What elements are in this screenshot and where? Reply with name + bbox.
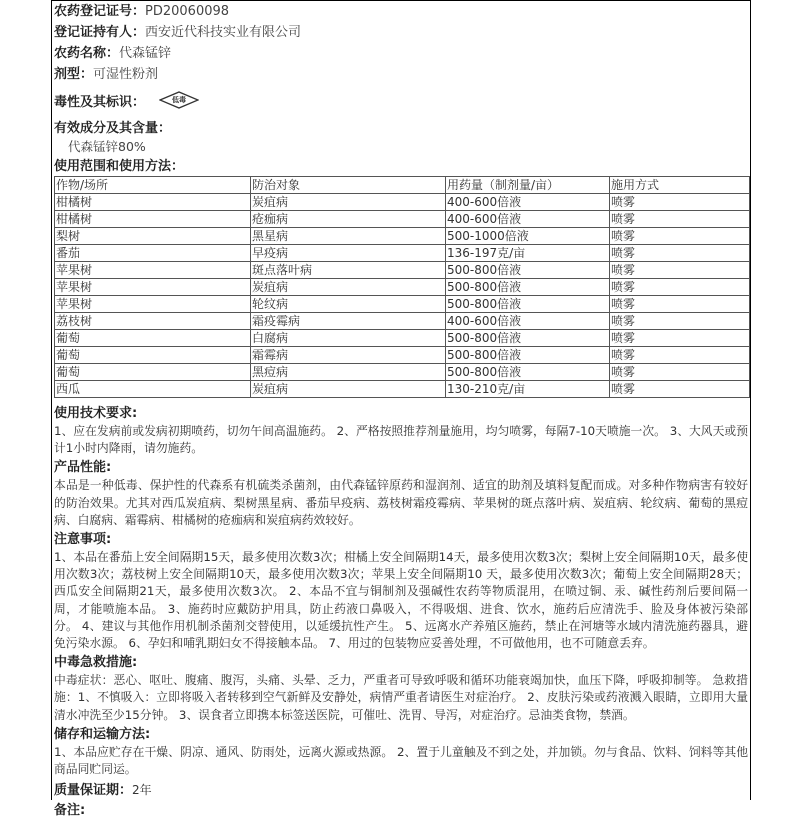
table-row <box>55 330 750 347</box>
holder-name: 西安近代科技实业有限公司 <box>145 25 302 40</box>
table-cell: 喷雾 <box>610 262 750 279</box>
table-cell: 400-600倍液 <box>446 313 610 330</box>
table-cell: 梨树 <box>55 228 251 245</box>
table-cell: 苹果树 <box>55 296 251 313</box>
table-cell: 500-800倍液 <box>446 364 610 381</box>
precautions-heading: 注意事项: <box>54 532 112 548</box>
formulation-row <box>54 64 748 85</box>
table-cell: 疮痂病 <box>251 211 446 228</box>
label: 农药登记证号： <box>54 4 146 19</box>
table-row <box>55 296 750 313</box>
holder-row <box>54 22 748 43</box>
table-cell: 黑痘病 <box>251 364 446 381</box>
storage-text: 1、本品应贮存在干燥、阴凉、通风、防雨处，远离火源或热源。 2、置于儿童触及不到之处，并加锁。勿与食品、饮料、饲料等其他商品同贮同运。 <box>54 744 748 777</box>
registration-number-row <box>54 1 748 22</box>
table-row <box>55 347 750 364</box>
shelf-life: 2年 <box>132 783 152 798</box>
table-cell: 西瓜 <box>55 381 251 398</box>
first-aid-heading: 中毒急救措施: <box>54 655 138 671</box>
column-header: 防治对象 <box>251 177 446 194</box>
label: 剂型： <box>54 67 94 82</box>
table-cell: 喷雾 <box>610 364 750 381</box>
table-cell: 400-600倍液 <box>446 194 610 211</box>
column-header: 用药量（制剂量/亩） <box>446 177 610 194</box>
table-row <box>55 228 750 245</box>
table-row <box>55 364 750 381</box>
table-cell: 喷雾 <box>610 228 750 245</box>
pesticide-registration-document <box>51 0 751 819</box>
storage-heading: 储存和运输方法: <box>54 726 151 742</box>
formulation: 可湿性粉剂 <box>93 67 159 82</box>
label: 登记证持有人： <box>54 25 146 40</box>
table-cell: 炭疽病 <box>251 381 446 398</box>
usage-table <box>54 176 750 398</box>
table-cell: 500-800倍液 <box>446 262 610 279</box>
technique-heading: 使用技术要求: <box>54 406 138 421</box>
performance-text: 本品是一种低毒、保护性的代森系有机硫类杀菌剂，由代森锰锌原药和湿润剂、适宜的助剂及填料复配而成。对多种作物病害有较好的防治效果。尤其对西瓜炭疽病、梨树黑星病、番茄早疫病、荔枝树霜疫霉病、苹果树的斑点落叶病、炭疽病、轮纹病、葡萄的黑痘病、白腐病、霜霉病、柑橘树的疮痂病和炭疽病药效较好。 <box>54 478 748 527</box>
low-toxicity-diamond-icon <box>159 91 199 109</box>
pesticide-name-row <box>54 43 748 64</box>
table-cell: 喷雾 <box>610 211 750 228</box>
registration-number: PD20060098 <box>145 4 230 19</box>
table-cell: 喷雾 <box>610 296 750 313</box>
table-cell: 柑橘树 <box>55 194 251 211</box>
label: 毒性及其标识： <box>54 94 146 110</box>
table-cell: 炭疽病 <box>251 194 446 211</box>
table-cell: 轮纹病 <box>251 296 446 313</box>
ingredient-heading: 有效成分及其含量： <box>54 121 172 136</box>
table-cell: 500-800倍液 <box>446 347 610 364</box>
table-cell: 喷雾 <box>610 194 750 211</box>
column-header: 作物/场所 <box>55 177 251 194</box>
table-row <box>55 262 750 279</box>
table-cell: 喷雾 <box>610 330 750 347</box>
table-cell: 葡萄 <box>55 347 251 364</box>
table-cell: 番茄 <box>55 245 251 262</box>
table-cell: 斑点落叶病 <box>251 262 446 279</box>
shelf-life-row <box>54 781 748 800</box>
table-cell: 霜疫霉病 <box>251 313 446 330</box>
table-cell: 喷雾 <box>610 313 750 330</box>
table-row <box>55 381 750 398</box>
precautions-text: 1、本品在番茄上安全间隔期15天，最多使用次数3次；柑橘上安全间隔期14天，最多使用次数3次；梨树上安全间隔期10天，最多使用次数3次；荔枝树上安全间隔期10天，最多使用次数3次；苹果上安全间隔期10 天，最多使用次数3次；葡萄上安全间隔期28天；西瓜安全间隔期21天，最多使用次数3次。 2、本品不宜与铜制剂及强碱性农药等物质混用，在喷过铜、汞、碱性药剂后要间隔一周，才能喷施本品。 3、施药时应戴防护用具，防止药液口鼻吸入，不得吸烟、进食、饮水，施药后应清洗手、脸及身体被污染部分。 4、建议与其他作用机制杀菌剂交替使用，以延缓抗性产生。 5、远离水产养殖区施药，禁止在河塘等水域内清洗施药器具，避免污染水源。 6、孕妇和哺乳期妇女不得接触本品。 7、用过的包装物应妥善处理，不可做他用，也不可随意丢弃。 <box>54 550 748 651</box>
table-row <box>55 245 750 262</box>
first-aid-text: 中毒症状：恶心、呕吐、腹痛、腹泻，头痛、头晕、乏力，严重者可导致呼吸和循环功能衰竭加快，血压下降，呼吸抑制等。 急救措施：1、不慎吸入：立即将吸入者转移到空气新鲜及安静处，病情严重者请医生对症治疗。 2、皮肤污染或药液溅入眼睛，立即用大量清水冲洗至少15分钟。 3、误食者立即携本标签送医院，可催吐、洗胃、导泻，对症治疗。忌油类食物，禁酒。 <box>54 673 748 722</box>
table-cell: 500-800倍液 <box>446 279 610 296</box>
pesticide-name: 代森锰锌 <box>119 46 172 61</box>
remarks-heading: 备注: <box>54 803 86 819</box>
table-row <box>55 279 750 296</box>
toxicity-badge-text: 低毒 <box>172 96 187 104</box>
table-header-row <box>55 177 750 194</box>
table-cell: 葡萄 <box>55 364 251 381</box>
table-cell: 130-210克/亩 <box>446 381 610 398</box>
ingredient-value: 代森锰锌80% <box>68 139 146 154</box>
table-cell: 400-600倍液 <box>446 211 610 228</box>
performance-heading: 产品性能: <box>54 460 112 476</box>
table-cell: 葡萄 <box>55 330 251 347</box>
table-cell: 500-800倍液 <box>446 330 610 347</box>
label: 质量保证期： <box>54 783 133 799</box>
table-row <box>55 313 750 330</box>
table-row <box>55 211 750 228</box>
technique-text: 1、应在发病前或发病初期喷药，切勿午间高温施药。 2、严格按照推荐剂量施用，均匀喷雾，每隔7-10天喷施一次。 3、大风天或预计1小时内降雨，请勿施药。 <box>54 424 748 456</box>
usage-heading: 使用范围和使用方法： <box>54 159 185 174</box>
table-cell: 500-1000倍液 <box>446 228 610 245</box>
table-cell: 喷雾 <box>610 347 750 364</box>
table-cell: 早疫病 <box>251 245 446 262</box>
table-cell: 黑星病 <box>251 228 446 245</box>
table-row <box>55 194 750 211</box>
table-cell: 白腐病 <box>251 330 446 347</box>
toxicity-row <box>54 85 748 115</box>
table-cell: 苹果树 <box>55 279 251 296</box>
table-cell: 炭疽病 <box>251 279 446 296</box>
table-cell: 苹果树 <box>55 262 251 279</box>
table-cell: 喷雾 <box>610 279 750 296</box>
table-cell: 荔枝树 <box>55 313 251 330</box>
table-cell: 柑橘树 <box>55 211 251 228</box>
column-header: 施用方式 <box>610 177 750 194</box>
table-cell: 霜霉病 <box>251 347 446 364</box>
table-cell: 喷雾 <box>610 245 750 262</box>
table-cell: 500-800倍液 <box>446 296 610 313</box>
table-cell: 136-197克/亩 <box>446 245 610 262</box>
table-cell: 喷雾 <box>610 381 750 398</box>
label: 农药名称： <box>54 46 120 61</box>
